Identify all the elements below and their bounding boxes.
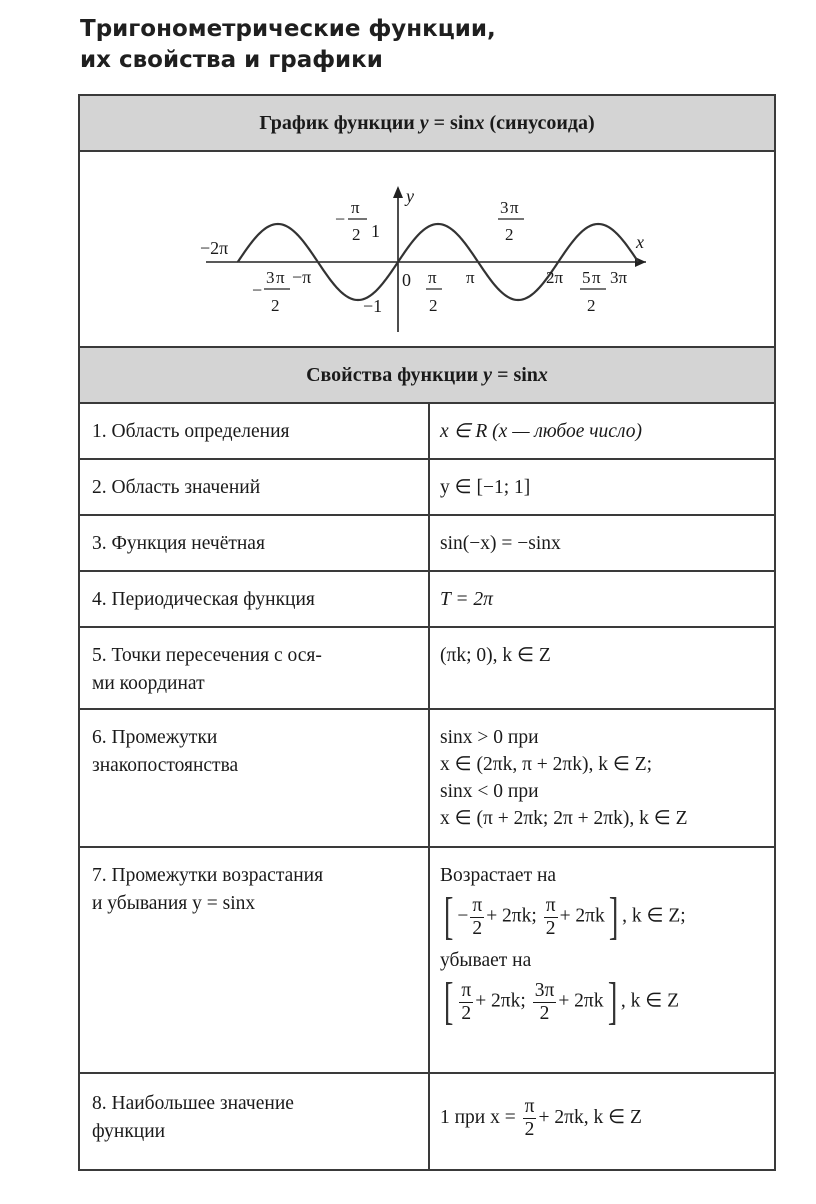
x-tick-half-pi-neg-num: π <box>351 198 360 217</box>
graph-header: График функции y = sinx (синусоида) <box>80 96 774 152</box>
x-tick-3pi: 3π <box>610 268 628 287</box>
x-tick-half-pi-num: π <box>428 268 437 287</box>
properties-header: Свойства функции y = sinx <box>80 348 774 404</box>
increase-label: Возрастает на <box>440 865 557 886</box>
x-tick-neg-3pi2-den: 2 <box>271 296 280 315</box>
origin-label: 0 <box>402 270 411 290</box>
increase-interval: [ − $\frac{\pi}{2}$ + 2πk; $\frac{\pi}{2}$ + 2πk] , k ∈ Z; <box>443 888 686 945</box>
property-value <box>440 862 770 1028</box>
properties-table <box>78 94 776 1171</box>
table-row <box>80 1074 774 1171</box>
x-tick-3pi2-num3: 3 <box>500 198 509 217</box>
table-row <box>80 710 774 848</box>
property-name: 1. Область определения <box>92 421 290 442</box>
property-name: 8. Наибольшее значение функции <box>92 1093 294 1142</box>
x-axis-label: x <box>636 232 644 252</box>
property-value: (πk; 0), k ∈ Z <box>440 645 551 666</box>
table-row <box>80 460 774 516</box>
property-name: 4. Периодическая функция <box>92 589 315 610</box>
minus-sign-label-2: − <box>252 280 263 300</box>
property-name: 3. Функция нечётная <box>92 533 265 554</box>
x-tick-neg-3pi2-num3: 3 <box>266 268 275 287</box>
property-name: 2. Область значений <box>92 477 261 498</box>
sine-graph <box>80 152 774 346</box>
property-value: y ∈ [−1; 1] <box>440 477 531 498</box>
y-axis-arrow <box>393 186 403 198</box>
x-tick-2pi: 2π <box>546 268 564 287</box>
x-tick-3pi2-den: 2 <box>505 225 514 244</box>
title-line-1: Тригонометрические функции, <box>80 16 496 42</box>
property-value: sin(−x) = −sinx <box>440 533 561 554</box>
graph-cell <box>80 152 774 348</box>
property-name: 7. Промежутки возрастания и убывания y = sinx <box>92 865 324 914</box>
x-tick-neg-3pi2-num-pi: π <box>276 268 285 287</box>
property-name: 5. Точки пересечения с ося- ми координат <box>92 645 322 694</box>
x-tick-5pi2-num-pi: π <box>592 268 601 287</box>
property-name: 6. Промежутки знакопостоянства <box>92 727 239 776</box>
y-tick-one: 1 <box>371 221 380 241</box>
x-tick-minus-pi: −π <box>292 267 312 287</box>
x-tick-half-pi-den: 2 <box>429 296 438 315</box>
table-row <box>80 628 774 710</box>
x-tick-5pi2-num5: 5 <box>582 268 591 287</box>
minus-sign-label: − <box>335 209 346 229</box>
decrease-label: убывает на <box>440 950 532 971</box>
table-row <box>80 572 774 628</box>
property-value: T = 2π <box>440 589 493 610</box>
x-tick-pi: π <box>466 268 475 287</box>
y-axis-label: y <box>406 186 414 206</box>
page-title <box>80 14 740 76</box>
x-tick-5pi2-den: 2 <box>587 296 596 315</box>
x-tick-3pi2-num-pi: π <box>510 198 519 217</box>
property-value: 1 при x = $\frac{\pi}{2}$ + 2πk, k ∈ Z <box>440 1096 642 1140</box>
property-value: x ∈ R (x — любое число) <box>440 421 642 442</box>
property-value: sinx > 0 при x ∈ (2πk, π + 2πk), k ∈ Z; sinx < 0 при x ∈ (π + 2πk; 2π + 2πk), k ∈ Z <box>440 727 688 829</box>
table-row <box>80 848 774 1074</box>
decrease-interval: [ $\frac{\pi}{2}$ + 2πk; $\frac{3\pi}{2}$ + 2πk] , k ∈ Z <box>443 973 680 1030</box>
table-row <box>80 516 774 572</box>
x-tick-minus-2pi: −2π <box>200 238 229 258</box>
x-tick-half-pi-neg-den: 2 <box>352 225 361 244</box>
table-row <box>80 404 774 460</box>
title-line-2: их свойства и графики <box>80 47 383 73</box>
y-tick-minus-one: −1 <box>363 296 383 316</box>
